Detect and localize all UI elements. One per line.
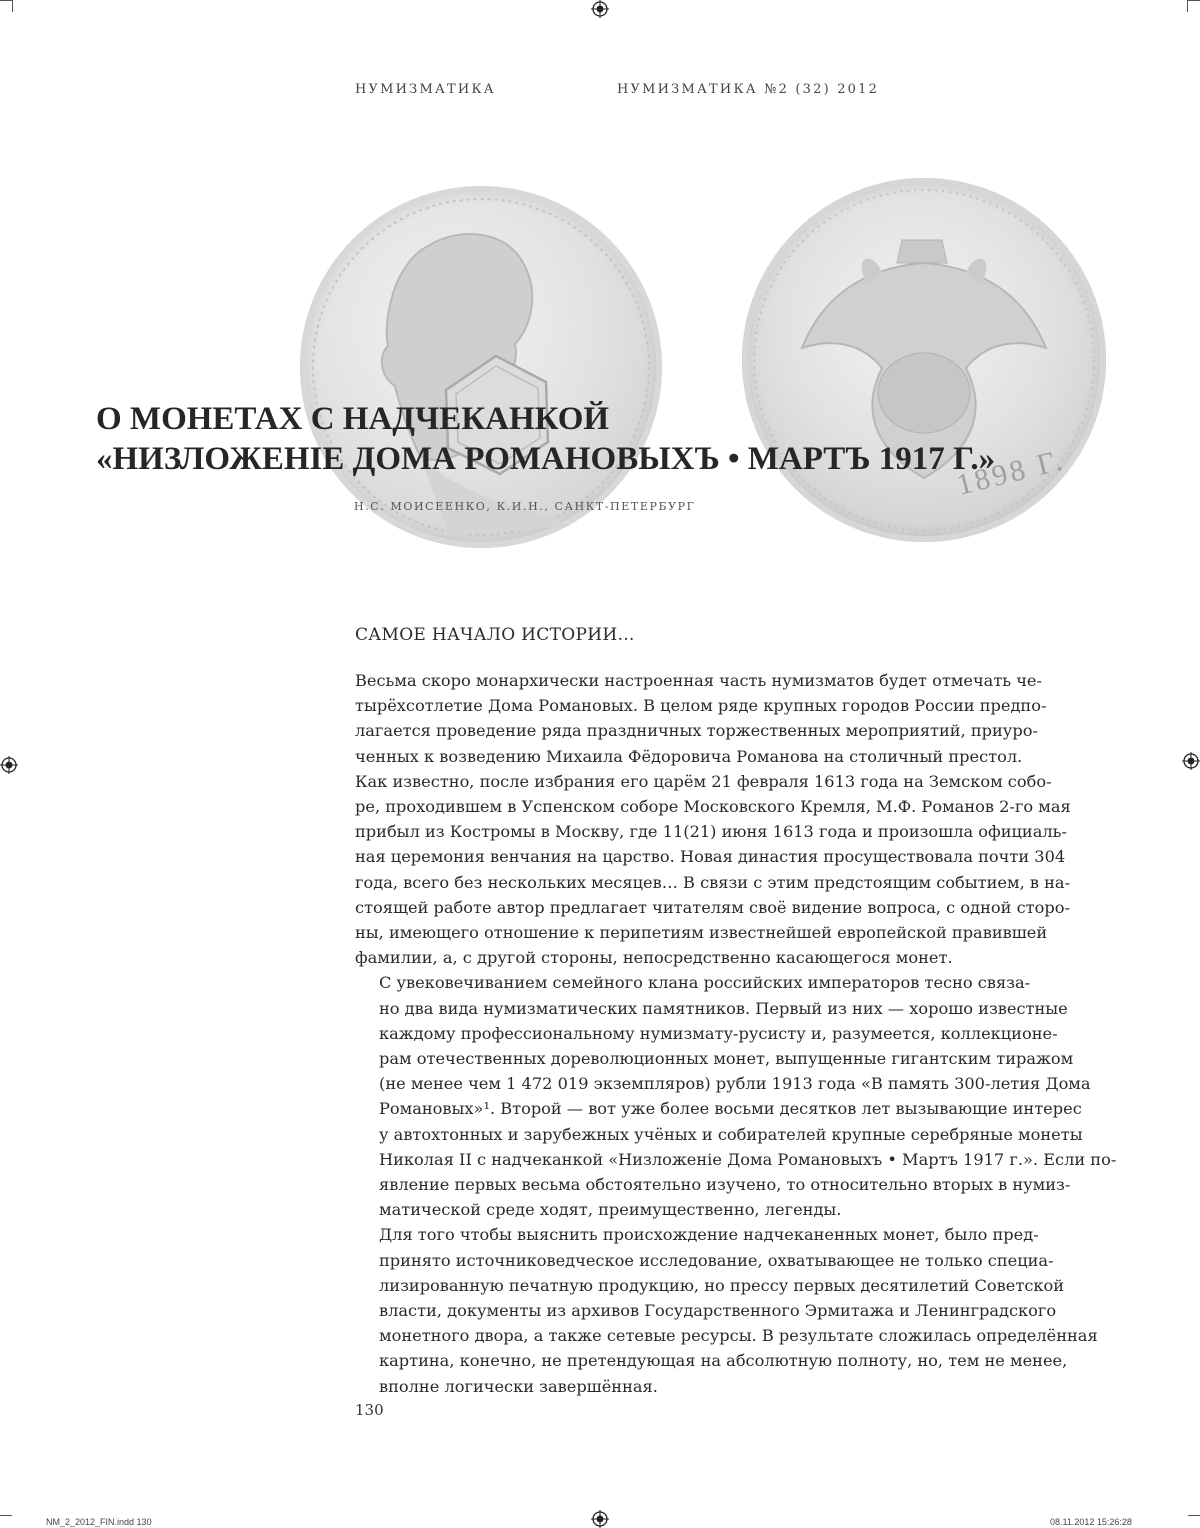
crop-mark (0, 0, 12, 1)
body-line: власти, документы из архивов Государственного Эрмитажа и Ленинградского (379, 1301, 1057, 1321)
body-line: но два вида нумизматических памятников. Первый из них — хорошо известные (379, 998, 1068, 1018)
crop-mark (0, 1515, 12, 1516)
page-number: 130 (355, 1401, 384, 1419)
body-line: ная церемония венчания на царство. Новая династия просуществовала почти 304 (355, 847, 1066, 867)
body-line: фамилии, а, с другой стороны, непосредственно касающегося монет. (355, 948, 953, 968)
article-body (355, 668, 1117, 1399)
body-line: (не менее чем 1 472 019 экземпляров) рубли 1913 года «В память 300-летия Дома (379, 1074, 1091, 1094)
coin-reverse-image (742, 178, 1106, 542)
body-line: картина, конечно, не претендующая на абсолютную полноту, но, тем не менее, (379, 1351, 1068, 1371)
coin-date-legend: 1898 Г. (953, 443, 1069, 502)
crop-mark (12, 0, 13, 12)
author-byline: Н.С. МОИСЕЕНКО, К.И.Н., САНКТ-ПЕТЕРБУРГ (354, 500, 696, 513)
body-paragraph (355, 970, 1117, 1222)
body-line: Весьма скоро монархически настроенная часть нумизматов будет отмечать че- (355, 671, 1042, 690)
body-line: ны, имеющего отношение к перипетиям известнейшей европейской правившей (355, 923, 1048, 943)
body-line: рам отечественных дореволюционных монет, выпущенные гигантским тиражом (379, 1049, 1074, 1069)
print-slug-file: NM_2_2012_FIN.indd 130 (46, 1517, 152, 1527)
body-paragraph (355, 1222, 1099, 1398)
body-line: ре, проходившем в Успенском соборе Московского Кремля, М.Ф. Романов 2-го мая (355, 797, 1071, 817)
body-line: Для того чтобы выяснить происхождение надчеканенных монет, было пред- (379, 1225, 1039, 1245)
section-heading: САМОЕ НАЧАЛО ИСТОРИИ… (355, 625, 635, 645)
body-paragraph (355, 668, 1099, 970)
tsar-portrait-icon (300, 186, 662, 548)
crop-mark (1188, 1515, 1200, 1516)
registration-mark-icon (591, 0, 609, 18)
body-line: года, всего без нескольких месяцев… В связи с этим предстоящим событием, в на- (355, 872, 1071, 892)
running-header-section: НУМИЗМАТИКА (355, 82, 496, 97)
running-header-issue: НУМИЗМАТИКА №2 (32) 2012 (617, 82, 880, 97)
body-line: Как известно, после избрания его царём 21 февраля 1613 года на Земском собо- (355, 771, 1052, 791)
body-line: прибыл из Костромы в Москву, где 11(21) июня 1613 года и произошла официаль- (355, 822, 1067, 842)
body-line: принято источниковедческое исследование, охватывающее не только специа- (379, 1250, 1054, 1270)
body-line: явление первых весьма обстоятельно изучено, то относительно вторых в нумиз- (379, 1175, 1071, 1195)
body-line: ченных к возведению Михаила Фёдоровича Романова на столичный престол. (355, 746, 1023, 766)
coin-obverse-image (300, 186, 662, 548)
registration-mark-icon (0, 756, 18, 774)
body-line: лизированную печатную продукцию, но прессу первых десятилетий Советской (379, 1275, 1065, 1295)
article-title-line-2: «НИЗЛОЖЕНIЕ ДОМА РОМАНОВЫХЪ • МАРТЪ 1917 Г.» (96, 441, 996, 477)
body-line: монетного двора, а также сетевые ресурсы. В результате сложилась определённая (379, 1326, 1098, 1346)
body-line: каждому профессиональному нумизмату-русисту и, разумеется, коллекционе- (379, 1023, 1058, 1043)
body-line: С увековечиванием семейного клана российских императоров тесно связа- (379, 973, 1031, 993)
body-line: Николая II с надчеканкой «Низложенiе Дома Романовыхъ • Мартъ 1917 г.». Если по- (379, 1149, 1117, 1169)
body-line: матической среде ходят, преимущественно, легенды. (379, 1200, 842, 1220)
crop-mark (1187, 0, 1188, 12)
body-line: Романовых»¹. Второй — вот уже более восьми десятков лет вызывающие интерес (379, 1099, 1082, 1119)
body-line: лагается проведение ряда праздничных торжественных мероприятий, приуро- (355, 721, 1038, 741)
crop-mark (1188, 0, 1200, 1)
body-line: стоящей работе автор предлагает читателям своё видение вопроса, с одной сторо- (355, 897, 1070, 917)
double-headed-eagle-icon (742, 178, 1106, 542)
body-line: у автохтонных и зарубежных учёных и собирателей крупные серебряные монеты (379, 1124, 1083, 1144)
article-title-line-1: О МОНЕТАХ С НАДЧЕКАНКОЙ (96, 401, 610, 437)
registration-mark-icon (1182, 752, 1200, 770)
body-line: вполне логически завершённая. (379, 1376, 658, 1396)
registration-mark-icon (591, 1510, 609, 1528)
print-slug-date: 08.11.2012 15:26:28 (1050, 1517, 1132, 1527)
body-line: тырёхсотлетие Дома Романовых. В целом ряде крупных городов России предпо- (355, 696, 1047, 716)
